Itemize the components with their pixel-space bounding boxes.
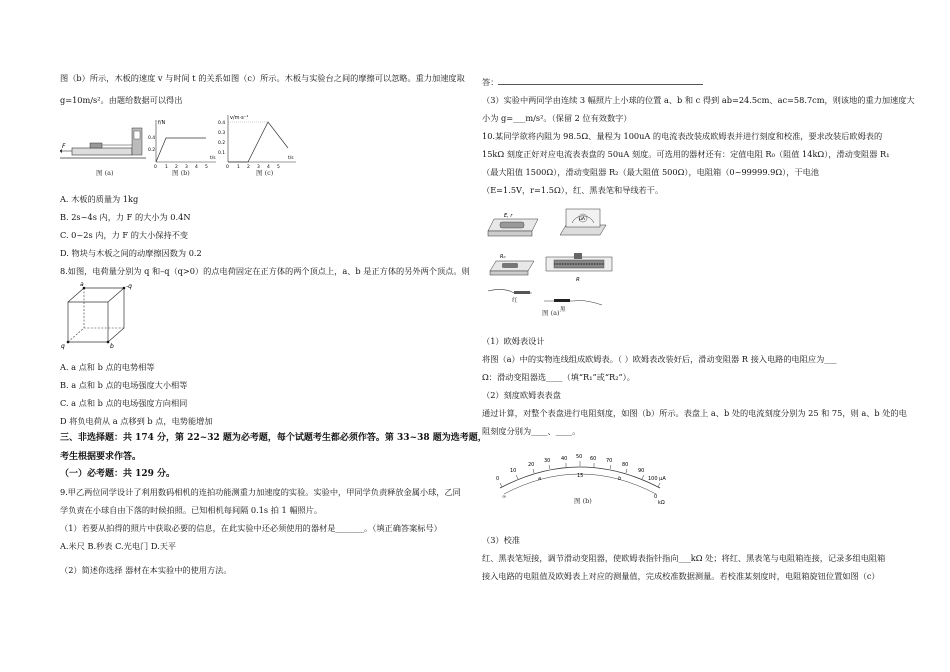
- fig-b-xtick-2: 2: [175, 165, 178, 168]
- fig-b-xtick-3: 3: [185, 165, 188, 168]
- q10-line4: （E=1.5V，r=1.5Ω），红、黑表笔和导线若干。: [482, 185, 664, 195]
- q10-line2: 15kΩ 刻度正好对应电流表表盘的 50uA 刻度。可选用的器材还有：定值电阻 R₀（阻值 14kΩ），滑动变阻器 R₁: [482, 149, 890, 159]
- fig-c-xtick-2: 2: [247, 165, 250, 168]
- v-axis-label: v/m·s⁻¹: [230, 115, 249, 121]
- cube-label-neg-q: -q: [126, 283, 132, 290]
- section3-line2: 考生根据要求作答。: [60, 452, 142, 462]
- answer-label: 答：: [482, 77, 499, 87]
- fig-c-ytick-2: 0.3: [218, 131, 226, 136]
- dial-unit: kΩ: [658, 500, 665, 506]
- q9-part3-line2: 小为 g=___m/s²。（保留 2 位有效数字）: [482, 113, 632, 123]
- fig-c-xtick-3: 3: [257, 165, 260, 168]
- q7-option-d: D. 物块与木板之间的动摩擦因数为 0.2: [60, 248, 202, 258]
- force-label: F: [62, 143, 66, 150]
- fig-b-caption: 图 (b): [172, 169, 190, 177]
- dial-a: a: [538, 476, 542, 482]
- dial-label-30: 30: [544, 458, 551, 464]
- design-heading: （1）欧姆表设计: [482, 336, 545, 346]
- battery-label: E, r: [504, 213, 513, 219]
- q10-line3: （最大阻值 1500Ω），滑动变阻器 R₂（最大阻值 500Ω），电阻箱（0~99999.9Ω），干电池: [482, 167, 819, 177]
- fig-b-t-axis: t/s: [210, 156, 216, 161]
- fig-c-t-axis: t/s: [288, 156, 294, 161]
- dial-label-80: 80: [622, 462, 629, 468]
- design-line1: 将图（a）中的实物连线组成欧姆表。（ ）欧姆表改装好后，滑动变阻器 R 接入电路的电阻应为___: [482, 354, 837, 364]
- calibration-line1: 红、黑表笔短接，调节滑动变阻器，使欧姆表指针指向___kΩ 处；将红、黑表笔与电阻箱连接，记录多组电阻箱: [482, 553, 886, 563]
- q9-part3-line1: （3）实验中两同学由连续 3 幅照片上小球的位置 a、b 和 c 得到 ab=24.5cm、ac=58.7cm，则该地的重力加速度大: [482, 95, 915, 105]
- dial-label-20: 20: [528, 462, 535, 468]
- q8-cube-figure: [60, 280, 140, 350]
- q7-option-a: A. 木板的质量为 1kg: [60, 194, 139, 204]
- fig-c-xtick-0: 0: [226, 165, 229, 168]
- q7-figure-b: [148, 118, 218, 168]
- fig-c-ytick-3: 0.2: [218, 141, 226, 146]
- dial-heading: （2）刻度欧姆表表盘: [482, 390, 561, 400]
- dial-label-70: 70: [606, 458, 613, 464]
- fig-c-xtick-5: 5: [277, 165, 280, 168]
- dial-label-50: 50: [576, 454, 583, 460]
- fig-b-ytick-1: 0.4: [148, 136, 156, 141]
- dial-label-90: 90: [638, 468, 645, 474]
- fig-b-xtick-5: 5: [205, 165, 208, 168]
- dial-label-40: 40: [561, 456, 568, 462]
- q8-stem: 8.如图，电荷量分别为 q 和–q（q>0）的点电荷固定在正方体的两个顶点上，a、b 是正方体的另外两个顶点。则: [60, 266, 470, 276]
- dial-label-60: 60: [590, 456, 597, 462]
- q9-options: A.米尺 B.秒表 C.光电门 D.天平: [60, 541, 177, 551]
- rheostat-label: R: [576, 277, 580, 283]
- microammeter-label: μA: [579, 217, 585, 222]
- q7-intro-line2: g=10m/s²。由题给数据可以得出: [60, 95, 183, 105]
- fig-c-xtick-4: 4: [267, 165, 270, 168]
- dial-label-0: 0: [496, 476, 500, 482]
- answer-prompt: [482, 77, 703, 88]
- cube-label-b: b: [110, 343, 114, 350]
- dial-label-10: 10: [510, 468, 517, 474]
- calibration-heading: （3）校准: [482, 535, 520, 545]
- q9-line4: （2）简述你选择 器材在本实验中的使用方法。: [60, 565, 232, 575]
- dial-mid-15: 15: [577, 473, 584, 479]
- q8-option-a: A. a 点和 b 点的电势相等: [60, 362, 155, 372]
- dial-line2: 阻刻度分别为____、____。: [482, 426, 581, 436]
- f-axis-label: f/N: [158, 120, 166, 126]
- fig-c-ytick-1: 0.4: [218, 121, 226, 126]
- dial-line1: 通过计算，对整个表盘进行电阻刻度，如图（b）所示。表盘上 a、b 处的电流刻度分别为 25 和 75，则 a、b 处的电: [482, 408, 907, 418]
- dial-b: b: [618, 476, 622, 482]
- fig-b-xtick-4: 4: [195, 165, 198, 168]
- fig-c-caption: 图 (c): [256, 169, 274, 177]
- r0-label: R₀: [500, 254, 506, 260]
- black-probe-label: 黑: [560, 307, 566, 313]
- calibration-line2: 接入电路的电阻值及欧姆表上对应的测量值，完成校准数据测量。若校准某刻度时，电阻箱旋钮位置如图（c）: [482, 571, 880, 581]
- q9-line1: 9.甲乙两位同学设计了利用数码相机的连拍功能测重力加速度的实验。实验中，甲同学负责释放金属小球，乙同: [60, 487, 461, 497]
- dial-caption: 图 (b): [574, 497, 592, 505]
- cube-label-q: q: [61, 343, 65, 350]
- dial-zero: 0: [654, 494, 658, 500]
- q7-option-c: C. 0~2s 内，力 F 的大小保持不变: [60, 230, 189, 240]
- q7-figure-c: [218, 113, 298, 168]
- required-heading: （一）必考题：共 129 分。: [60, 469, 176, 479]
- answer-blank: [498, 84, 703, 85]
- fig-b-xtick-0: 0: [154, 165, 157, 168]
- q8-option-d: D 将负电荷从 a 点移到 b 点，电势能增加: [60, 416, 213, 426]
- section3-line1: 三、非选择题：共 174 分，第 22~32 题为必考题，每个试题考生都必须作答。第 33~38 题为选考题，: [60, 433, 487, 443]
- dial-infinity: ∞: [502, 494, 507, 500]
- q9-line3: （1）若要从拍得的照片中获取必要的信息，在此实验中还必须使用的器材是_______。（填正确答案标号）: [60, 523, 442, 533]
- q10-figure-a: [484, 205, 624, 317]
- q9-line2: 学负责在小球自由下落的时候拍照。已知相机每间隔 0.1s 拍 1 幅照片。: [60, 505, 323, 515]
- dial-label-100: 100 μA: [648, 476, 666, 482]
- fig-c-ytick-4: 0.1: [218, 151, 226, 156]
- q8-option-b: B. a 点和 b 点的电场强度大小相等: [60, 380, 188, 390]
- q7-option-b: B. 2s~4s 内，力 F 的大小为 0.4N: [60, 212, 191, 222]
- q10-fig-a-caption: 图 (a): [542, 309, 560, 317]
- red-probe-label: 红: [512, 298, 518, 304]
- design-line2: Ω：滑动变阻器选____（填“R₁”或“R₂”）。: [482, 372, 635, 382]
- fig-a-caption: 图 (a): [96, 169, 114, 177]
- q7-intro-line1: 图（b）所示，木板的速度 v 与时间 t 的关系如图（c）所示。木板与实验台之间的摩擦可以忽略。重力加速度取: [60, 73, 465, 83]
- q10-line1: 10.某同学欲将内阻为 98.5Ω、量程为 100uA 的电流表改装成欧姆表并进行刻度和校准，要求改装后欧姆表的: [482, 131, 883, 141]
- cube-label-a: a: [80, 281, 84, 288]
- q8-option-c: C. a 点和 b 点的电场强度方向相同: [60, 398, 188, 408]
- fig-b-ytick-2: 0.2: [148, 148, 156, 153]
- fig-c-xtick-1: 1: [237, 165, 240, 168]
- fig-b-xtick-1: 1: [165, 165, 168, 168]
